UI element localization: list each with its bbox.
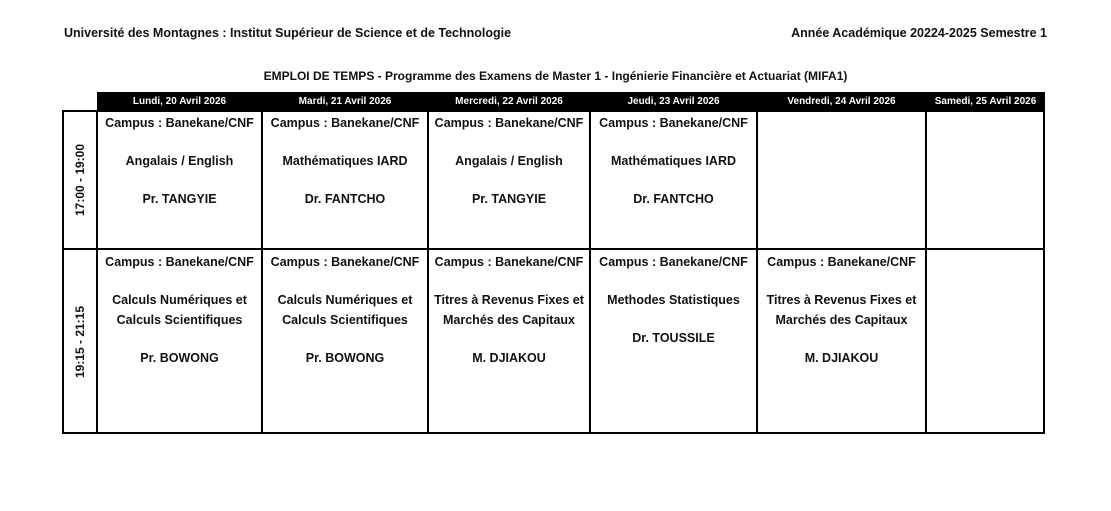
time-slot-label xyxy=(64,110,97,249)
time-slot-text: 19:15 - 21:15 xyxy=(73,305,88,378)
day-header: Mardi, 21 Avril 2026 xyxy=(262,92,428,110)
instructor-name: Dr. TOUSSILE xyxy=(632,331,715,345)
course-name: Mathématiques IARD xyxy=(282,154,408,168)
instructor-name: Dr. FANTCHO xyxy=(633,192,714,206)
exam-cell xyxy=(927,250,1044,433)
academic-year: Année Académique 20224-2025 Semestre 1 xyxy=(791,26,1047,40)
exam-cell xyxy=(263,111,427,248)
campus-label: Campus : Banekane/CNF xyxy=(270,255,420,269)
instructor-name: M. DJIAKOU xyxy=(804,351,879,365)
course-name: Titres à Revenus Fixes et Marchés des Capitaux xyxy=(766,293,917,327)
day-header: Jeudi, 23 Avril 2026 xyxy=(590,92,757,110)
course-name: Calculs Numériques et Calculs Scientifiques xyxy=(112,293,247,327)
day-header: Samedi, 25 Avril 2026 xyxy=(926,92,1045,110)
time-slot-label xyxy=(64,249,97,434)
exam-cell xyxy=(429,111,589,248)
course-name: Mathématiques IARD xyxy=(610,154,737,168)
institution-name: Université des Montagnes : Institut Supérieur de Science et de Technologie xyxy=(64,26,512,40)
campus-label: Campus : Banekane/CNF xyxy=(767,255,916,269)
campus-label: Campus : Banekane/CNF xyxy=(599,255,748,269)
exam-cell xyxy=(758,111,925,248)
campus-label: Campus : Banekane/CNF xyxy=(105,255,254,269)
campus-label: Campus : Banekane/CNF xyxy=(599,116,748,130)
instructor-name: Pr. BOWONG xyxy=(140,351,219,365)
instructor-name: Dr. FANTCHO xyxy=(304,192,386,206)
exam-cell xyxy=(591,111,756,248)
day-header: Lundi, 20 Avril 2026 xyxy=(97,92,262,110)
exam-cell xyxy=(98,250,261,433)
exam-cell xyxy=(263,250,427,433)
campus-label: Campus : Banekane/CNF xyxy=(270,116,420,130)
course-name: Angalais / English xyxy=(125,154,234,168)
exam-cell xyxy=(429,250,589,433)
course-name: Calculs Numériques et Calculs Scientifiques xyxy=(277,293,413,327)
exam-cell xyxy=(758,250,925,433)
campus-label: Campus : Banekane/CNF xyxy=(434,255,584,269)
campus-label: Campus : Banekane/CNF xyxy=(434,116,584,130)
instructor-name: M. DJIAKOU xyxy=(472,351,546,365)
course-name: Titres à Revenus Fixes et Marchés des Capitaux xyxy=(434,293,584,327)
exam-cell xyxy=(591,250,756,433)
instructor-name: Pr. BOWONG xyxy=(305,351,385,365)
course-name: Angalais / English xyxy=(455,154,563,168)
campus-label: Campus : Banekane/CNF xyxy=(105,116,254,130)
day-header: Vendredi, 24 Avril 2026 xyxy=(757,92,926,110)
page-title: EMPLOI DE TEMPS - Programme des Examens de Master 1 - Ingénierie Financière et Actuariat (MIFA1) xyxy=(263,69,848,83)
instructor-name: Pr. TANGYIE xyxy=(471,192,547,206)
exam-cell xyxy=(98,111,261,248)
course-name: Methodes Statistiques xyxy=(607,293,740,307)
exam-cell xyxy=(927,111,1044,248)
day-header: Mercredi, 22 Avril 2026 xyxy=(428,92,590,110)
time-slot-text: 17:00 - 19:00 xyxy=(73,143,88,216)
instructor-name: Pr. TANGYIE xyxy=(142,192,217,206)
